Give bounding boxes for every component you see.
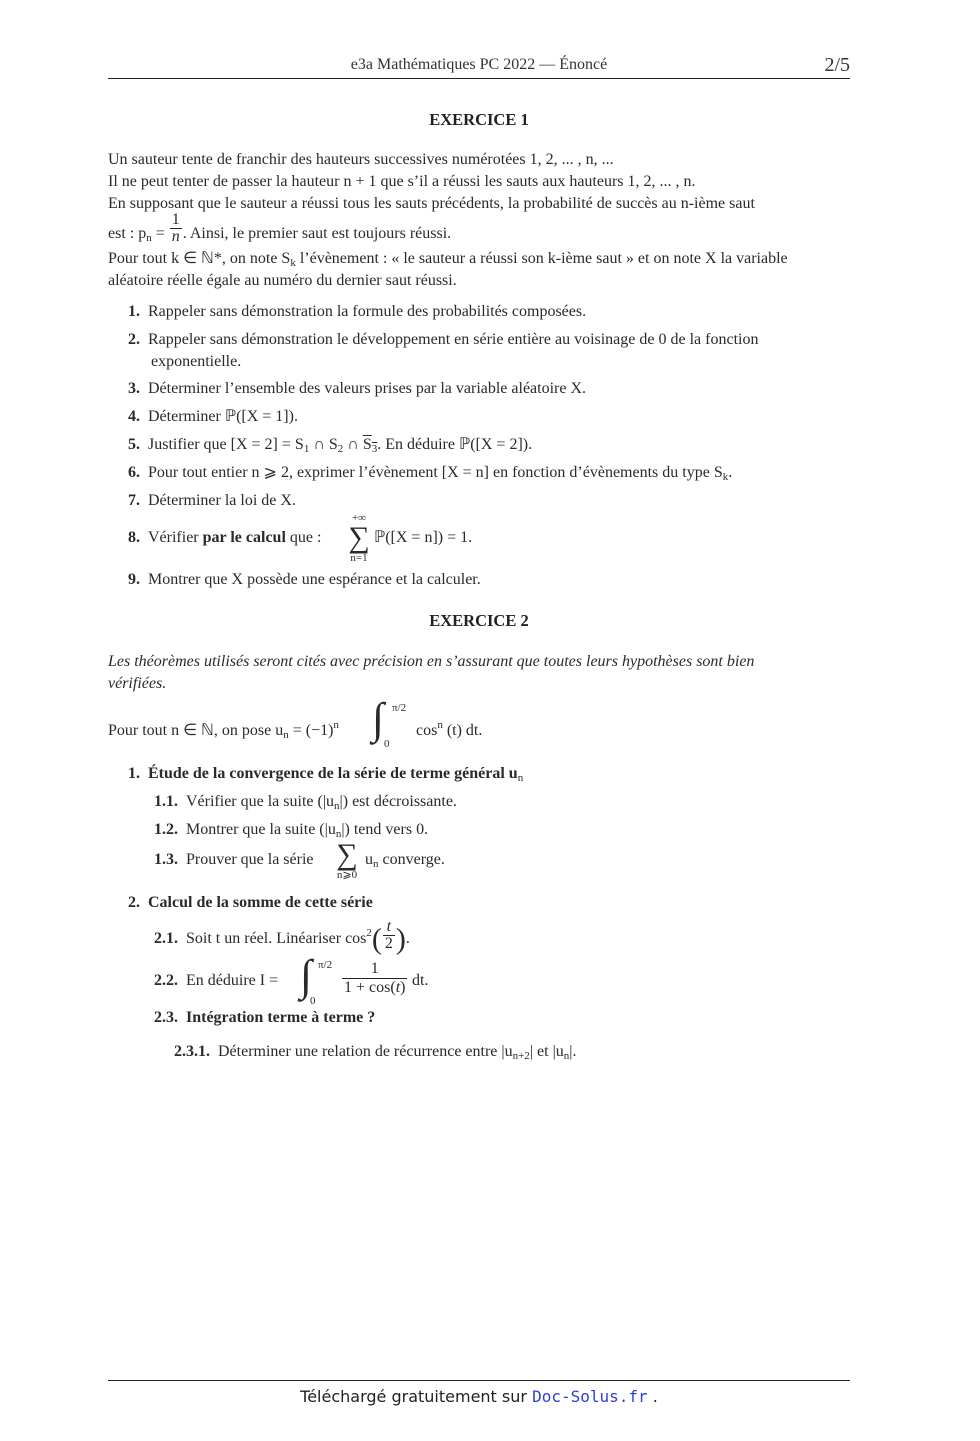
exercise-2-heading: EXERCICE 2 (429, 611, 529, 630)
integral-symbol: ∫ π/2 0 (372, 694, 407, 750)
text: Déterminer ℙ([X = 1]). (148, 408, 298, 425)
text: |) est décroissante. (339, 793, 457, 810)
page-number: 2/5 (824, 54, 850, 76)
footer-suffix: . (647, 1387, 658, 1406)
question-8-formula: ℙ([X = n]) = 1. (374, 529, 473, 546)
ex2-definition: Pour tout n ∈ ℕ, on pose $u_n = (-1)^n$ (108, 719, 339, 741)
text: Vérifier (148, 529, 203, 546)
question-2-2: 2.2. En déduire I = (154, 972, 279, 989)
text: En déduire I = (186, 972, 279, 989)
text: Vérifier que la suite (|u (186, 793, 335, 810)
text: |. (569, 1043, 577, 1060)
text: . En déduire ℙ([X = 2]). (377, 436, 533, 453)
text: | et |u (529, 1043, 564, 1060)
ex1-paragraph-2: Il ne peut tenter de passer la hauteur n + 1 que s’il a réussi les sauts aux hauteurs 1, 2, ... , n. (108, 173, 696, 190)
ex1-paragraph-3: En supposant que le sauteur a réussi tous les sauts précédents, la probabilité de succès au n-ième saut (108, 195, 755, 212)
text: |) tend vers 0. (341, 821, 429, 838)
question-2-1: 2.1. Soit t un réel. Linéariser $\cos^2$( $\frac{t}{2}$ ). (154, 917, 410, 956)
question-1-2: 1.2. Montrer que la suite $(|u_n|)$ tend vers 0. (154, 821, 429, 840)
question-4: 4. Déterminer ℙ([X = 1]). (128, 408, 298, 425)
exercise-1-heading: EXERCICE 1 (429, 110, 529, 129)
question-6: 6. Pour tout entier n ⩾ 2, exprimer l’évènement [X = n] en fonction d’évènements du type $S_k$. (128, 464, 733, 483)
integrand: $\cos^n (t)$ dt. (416, 719, 483, 739)
question-1-3: 1.3. Prouver que la série (154, 851, 314, 868)
ex1-paragraph-5: Pour tout k ∈ ℕ*, on note $S_k$ l’évènement : « le sauteur a réussi son k-ième saut » et on note X la variable (108, 250, 788, 269)
text: est : p (108, 225, 147, 243)
text: Étude de la convergence de la série de terme général u (148, 765, 518, 782)
text: Montrer que la suite (|u (186, 821, 336, 838)
page-footer (108, 1387, 850, 1406)
text: Déterminer une relation de récurrence entre |u (218, 1043, 513, 1060)
ex1-paragraph-1: Un sauteur tente de franchir des hauteurs successives numérotées 1, 2, ... , n, ... (108, 151, 614, 168)
question-9: 9. Montrer que X possède une espérance et la calculer. (128, 571, 481, 588)
text: . Ainsi, le premier saut est toujours réussi. (182, 225, 452, 243)
integral-symbol-2: ∫ π/2 0 (300, 951, 333, 1007)
text: cos (416, 722, 438, 739)
text: Intégration terme à terme ? (186, 1009, 376, 1026)
ex1-paragraph-6: aléatoire réelle égale au numéro du dernier saut réussi. (108, 272, 457, 289)
text: Prouver que la série (186, 851, 314, 868)
ex2-intro-2: vérifiées. (108, 675, 167, 692)
ex1-paragraph-4: est : $p_n$ = $\frac{1}{n}$ . Ainsi, le premier saut est toujours réussi. (108, 211, 452, 245)
text: (t) dt. (442, 722, 483, 739)
question-5: 5. Justifier que $[X = 2] = S_1$ ∩ $S_2$ ∩ $S_3$. En déduire ℙ([X = 2]). (128, 436, 533, 455)
text: Déterminer l’ensemble des valeurs prises par la variable aléatoire X. (148, 380, 587, 397)
text: Montrer que X possède une espérance et la calculer. (148, 571, 481, 588)
question-7: 7. Déterminer la loi de X. (128, 492, 296, 509)
text: Pour tout k ∈ ℕ*, on note S (108, 250, 291, 267)
section-2-title: 2. Calcul de la somme de cette série (128, 894, 373, 911)
question-1-1: 1.1. Vérifier que la suite $(|u_n|)$ est décroissante. (154, 793, 457, 812)
text: Justifier que [X = 2] = S (148, 436, 304, 453)
header-title: e3a Mathématiques PC 2022 — Énoncé (350, 56, 608, 73)
text: Soit t un réel. Linéariser cos (186, 930, 367, 947)
series-sum-symbol: ∑ n⩾0 (336, 838, 358, 881)
emphasis: par le calcul (202, 529, 286, 546)
question-2-3: 2.3. Intégration terme à terme ? (154, 1009, 376, 1026)
footer-divider (108, 1380, 850, 1381)
section-1-title: 1. Étude de la convergence de la série de terme général $u_n$ (128, 765, 524, 784)
question-1: 1. Rappeler sans démonstration la formule des probabilités composées. (128, 303, 587, 320)
doc-solus-link[interactable]: Doc-Solus.fr (532, 1387, 648, 1406)
text: Déterminer la loi de X. (148, 492, 296, 509)
series-term: $u_n$ converge. (365, 851, 445, 870)
question-3: 3. Déterminer l’ensemble des valeurs prises par la variable aléatoire X. (128, 380, 587, 397)
text: Rappeler sans démonstration la formule des probabilités composées. (148, 303, 587, 320)
text: Calcul de la somme de cette série (148, 894, 373, 911)
text: = (−1) (288, 722, 334, 739)
sum-symbol: +∞ ∑ n=1 (348, 512, 370, 564)
ex2-intro-1: Les théorèmes utilisés seront cités avec précision en s’assurant que toutes leurs hypothèses sont bien (108, 653, 755, 670)
page-header (108, 54, 850, 79)
text: converge. (378, 851, 445, 868)
text: Pour tout entier n ⩾ 2, exprimer l’évènement [X = n] en fonction d’évènements du type S (148, 464, 723, 481)
text: que : (285, 529, 322, 546)
question-2-continued: exponentielle. (151, 353, 242, 370)
footer-text: Téléchargé gratuitement sur (300, 1387, 533, 1406)
text: = (151, 225, 169, 243)
text: Rappeler sans démonstration le développement en série entière au voisinage de 0 de la fonction (148, 331, 759, 348)
question-8: 8. Vérifier par le calcul que : (128, 529, 322, 546)
text: l’évènement : « le sauteur a réussi son k-ième saut » et on note X la variable (295, 250, 788, 267)
question-2-3-1: 2.3.1. Déterminer une relation de récurrence entre $|u_{n+2}|$ et $|u_n|$. (174, 1043, 577, 1062)
question-2: 2. Rappeler sans démonstration le développement en série entière au voisinage de 0 de la fonction (128, 331, 759, 348)
text: u (365, 851, 373, 868)
integrand-fraction: 1 1 + cos(t) (344, 960, 406, 996)
text: Pour tout n ∈ ℕ, on pose u (108, 722, 284, 739)
integral-dt: dt. (412, 972, 429, 989)
